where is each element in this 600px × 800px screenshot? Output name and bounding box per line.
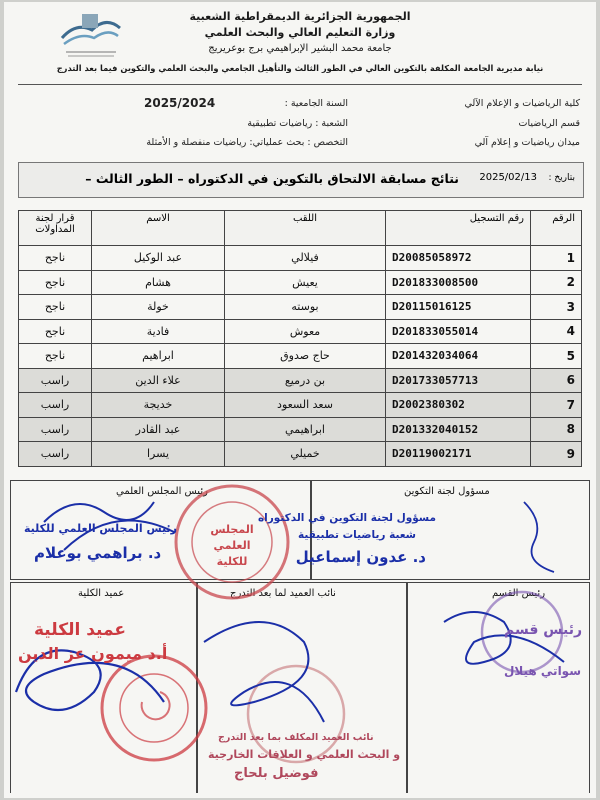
table-row — [19, 368, 582, 393]
university-heading: جامعة محمد البشير الإبراهيمي برج بوعريريج — [208, 43, 392, 54]
results-title-box — [18, 162, 584, 198]
cell-decision: ناجح — [19, 295, 92, 320]
header-divider — [18, 84, 582, 85]
table-row — [19, 295, 582, 320]
header-registration: رقم التسجيل — [386, 211, 531, 246]
cell-decision: ناجح — [19, 246, 92, 271]
cell-number: 2 — [531, 270, 582, 295]
cell-registration: D20085058972 — [386, 246, 531, 271]
cell-first-name: ابراهيم — [92, 344, 225, 369]
republic-heading: الجمهورية الجزائرية الديمقراطية الشعبية — [189, 10, 411, 23]
signature-box-vice-dean — [196, 582, 408, 793]
training-committee-label: مسؤول لجنة التكوين — [404, 486, 490, 497]
training-stamp-line2: شعبة رياضيات تطبيقية — [297, 529, 416, 541]
table-row — [19, 270, 582, 295]
branch-label: الشعبة : رياضيات تطبيقية — [247, 118, 348, 129]
table-row — [19, 246, 582, 271]
cell-first-name: عبد القادر — [92, 417, 225, 442]
signature-box-dean — [10, 582, 198, 793]
cell-first-name: خديجة — [92, 393, 225, 418]
council-stamp-text: المجلس العلمي للكلية — [210, 523, 254, 568]
vice-dean-stamp-line2: و البحث العلمي و العلاقات الخارجية — [208, 748, 401, 761]
header-number: الرقم — [531, 211, 582, 246]
cell-decision: راسب — [19, 393, 92, 418]
results-table — [18, 210, 582, 467]
ministry-heading: وزارة التعليم العالي والبحث العلمي — [204, 26, 396, 39]
cell-last-name: بوسته — [225, 295, 386, 320]
cell-last-name: حاج صدوق — [225, 344, 386, 369]
council-president-name: د. براهمي بوعلام — [34, 544, 162, 562]
field-label: ميدان رياضيات و إعلام آلي — [474, 137, 580, 148]
cell-decision: ناجح — [19, 319, 92, 344]
cell-last-name: خميلي — [225, 442, 386, 467]
council-president-stamp: رئيس المجلس العلمي للكلية — [24, 522, 178, 535]
date-label: بتاريخ : — [548, 173, 575, 183]
cell-number: 4 — [531, 319, 582, 344]
table-row — [19, 393, 582, 418]
cell-decision: ناجح — [19, 270, 92, 295]
training-stamp-line1: مسؤول لجنة التكوين في الدكتوراه — [257, 512, 436, 524]
cell-last-name: فيلالي — [225, 246, 386, 271]
table-row — [19, 319, 582, 344]
cell-decision: ناجح — [19, 344, 92, 369]
cell-last-name: معوش — [225, 319, 386, 344]
deanery-heading: نيابة مديرية الجامعة المكلفة بالتكوين العالي في الطور الثالث والتأهيل الجامعي والبحث العلمي والتكوين فيما بعد التدرج — [56, 63, 544, 73]
cell-decision: راسب — [19, 368, 92, 393]
cell-decision: راسب — [19, 417, 92, 442]
dept-head-label: رئيس القسم — [492, 588, 546, 599]
cell-decision: راسب — [19, 442, 92, 467]
document-page — [4, 2, 596, 798]
cell-last-name: بن درميع — [225, 368, 386, 393]
cell-registration: D201432034064 — [386, 344, 531, 369]
cell-number: 6 — [531, 368, 582, 393]
vice-dean-stamp-line1: نائب العميد المكلف بما بعد التدرج — [218, 732, 374, 743]
cell-number: 9 — [531, 442, 582, 467]
cell-registration: D2002380302 — [386, 393, 531, 418]
dept-head-stamp-name: سواتي هيلال — [504, 664, 582, 678]
vice-dean-label: نائب العميد لما بعد التدرج — [230, 588, 336, 599]
cell-number: 5 — [531, 344, 582, 369]
signature-box-dept-head — [406, 582, 590, 793]
table-row — [19, 344, 582, 369]
year-value: 2025/2024 — [144, 96, 216, 110]
specialty-label: التخصص : بحث عملياتي: رياضيات منفصلة و الأمثلة — [146, 137, 348, 148]
vice-dean-stamp-name: فوضيل بلحاج — [234, 766, 319, 781]
faculty-label: كلية الرياضيات و الإعلام الآلي — [464, 98, 580, 109]
table-row — [19, 417, 582, 442]
results-title: نتائج مسابقة الالتحاق بالتكوين في الدكتوراه – الطور الثالث – — [85, 171, 459, 186]
cell-last-name: سعد السعود — [225, 393, 386, 418]
cell-first-name: عبد الوكيل — [92, 246, 225, 271]
cell-first-name: هشام — [92, 270, 225, 295]
cell-first-name: خولة — [92, 295, 225, 320]
header-first-name: الاسم — [92, 211, 225, 246]
cell-first-name: علاء الدين — [92, 368, 225, 393]
date-value: 2025/02/13 — [479, 172, 537, 183]
cell-first-name: فادية — [92, 319, 225, 344]
dean-stamp-title: عميد الكلية — [34, 620, 126, 640]
cell-registration: D201833055014 — [386, 319, 531, 344]
cell-number: 3 — [531, 295, 582, 320]
cell-registration: D201733057713 — [386, 368, 531, 393]
cell-last-name: يعيش — [225, 270, 386, 295]
table-header-row — [19, 211, 582, 246]
cell-registration: D20119002171 — [386, 442, 531, 467]
cell-number: 1 — [531, 246, 582, 271]
cell-last-name: ابراهيمي — [225, 417, 386, 442]
department-label: قسم الرياضيات — [518, 118, 580, 129]
training-stamp-name: د. عدون إسماعيل — [295, 548, 426, 566]
cell-first-name: يسرا — [92, 442, 225, 467]
cell-registration: D201332040152 — [386, 417, 531, 442]
header-last-name: اللقب — [225, 211, 386, 246]
cell-number: 7 — [531, 393, 582, 418]
dean-stamp-name: أ.د ميمون عز الدين — [18, 644, 168, 663]
header-decision: قرار لجنة المداولات — [19, 211, 92, 246]
year-label: السنة الجامعية : — [284, 98, 348, 109]
table-row — [19, 442, 582, 467]
cell-registration: D20115016125 — [386, 295, 531, 320]
dept-head-stamp-text: رئيس قسم — [504, 622, 583, 638]
cell-registration: D201833008500 — [386, 270, 531, 295]
cell-number: 8 — [531, 417, 582, 442]
dean-label: عميد الكلية — [78, 588, 125, 599]
council-head-label: رئيس المجلس العلمي — [116, 486, 208, 497]
